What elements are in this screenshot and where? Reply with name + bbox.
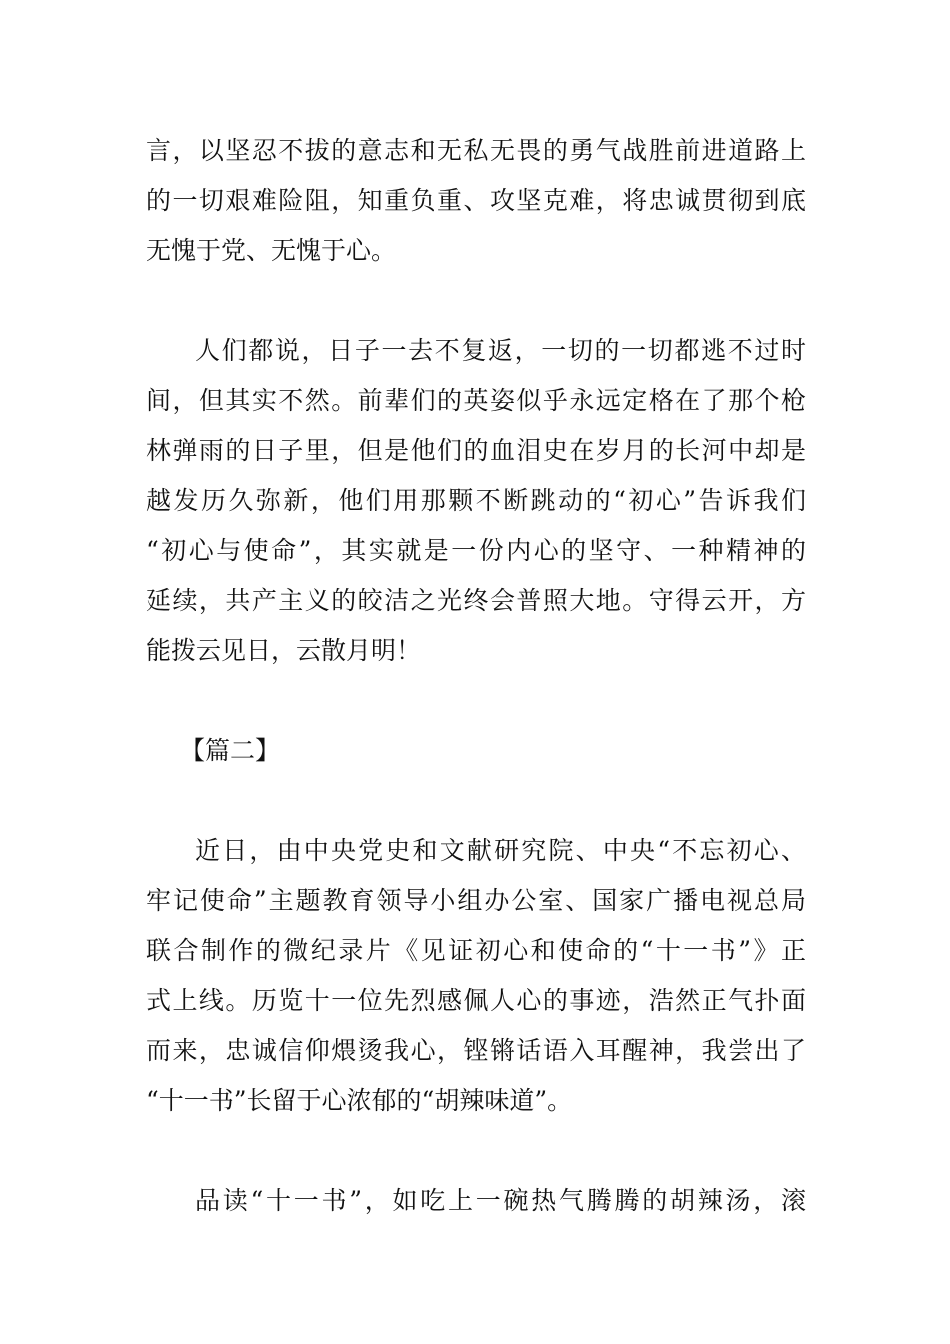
paragraph-3-line-3: 联合制作的微纪录片《见证初心和使命的“十一书”》正 (146, 936, 806, 965)
paragraph-2-line-1: 人们都说，日子一去不复返，一切的一切都逃不过时 (195, 336, 806, 365)
section-heading: 【篇二】 (180, 736, 281, 765)
paragraph-3-line-6: “十一书”长留于心浓郁的“胡辣味道”。 (146, 1086, 573, 1115)
paragraph-3-line-5: 而来，忠诚信仰煨烫我心，铿锵话语入耳醒神，我尝出了 (146, 1036, 806, 1065)
paragraph-2-line-6: 延续，共产主义的皎洁之光终会普照大地。守得云开，方 (146, 586, 806, 615)
paragraph-2-line-4: 越发历久弥新，他们用那颗不断跳动的“初心”告诉我们 (146, 486, 806, 515)
paragraph-1-line-3: 无愧于党、无愧于心。 (146, 236, 397, 265)
paragraph-3-line-1: 近日，由中央党史和文献研究院、中央“不忘初心、 (195, 836, 806, 865)
paragraph-2-line-7: 能拨云见日，云散月明！ (146, 636, 422, 665)
paragraph-2-line-3: 林弹雨的日子里，但是他们的血泪史在岁月的长河中却是 (146, 436, 806, 465)
paragraph-1-line-2: 的一切艰难险阻，知重负重、攻坚克难，将忠诚贯彻到底 (146, 186, 806, 215)
paragraph-2-line-5: “初心与使命”，其实就是一份内心的坚守、一种精神的 (146, 536, 806, 565)
paragraph-1-line-1: 言，以坚忍不拔的意志和无私无畏的勇气战胜前进道路上 (146, 136, 806, 165)
paragraph-3-line-2: 牢记使命”主题教育领导小组办公室、国家广播电视总局 (146, 886, 806, 915)
paragraph-2-line-2: 间，但其实不然。前辈们的英姿似乎永远定格在了那个枪 (146, 386, 806, 415)
paragraph-4-line-1: 品读“十一书”，如吃上一碗热气腾腾的胡辣汤，滚 (195, 1186, 806, 1215)
paragraph-3-line-4: 式上线。历览十一位先烈感佩人心的事迹，浩然正气扑面 (146, 986, 806, 1015)
